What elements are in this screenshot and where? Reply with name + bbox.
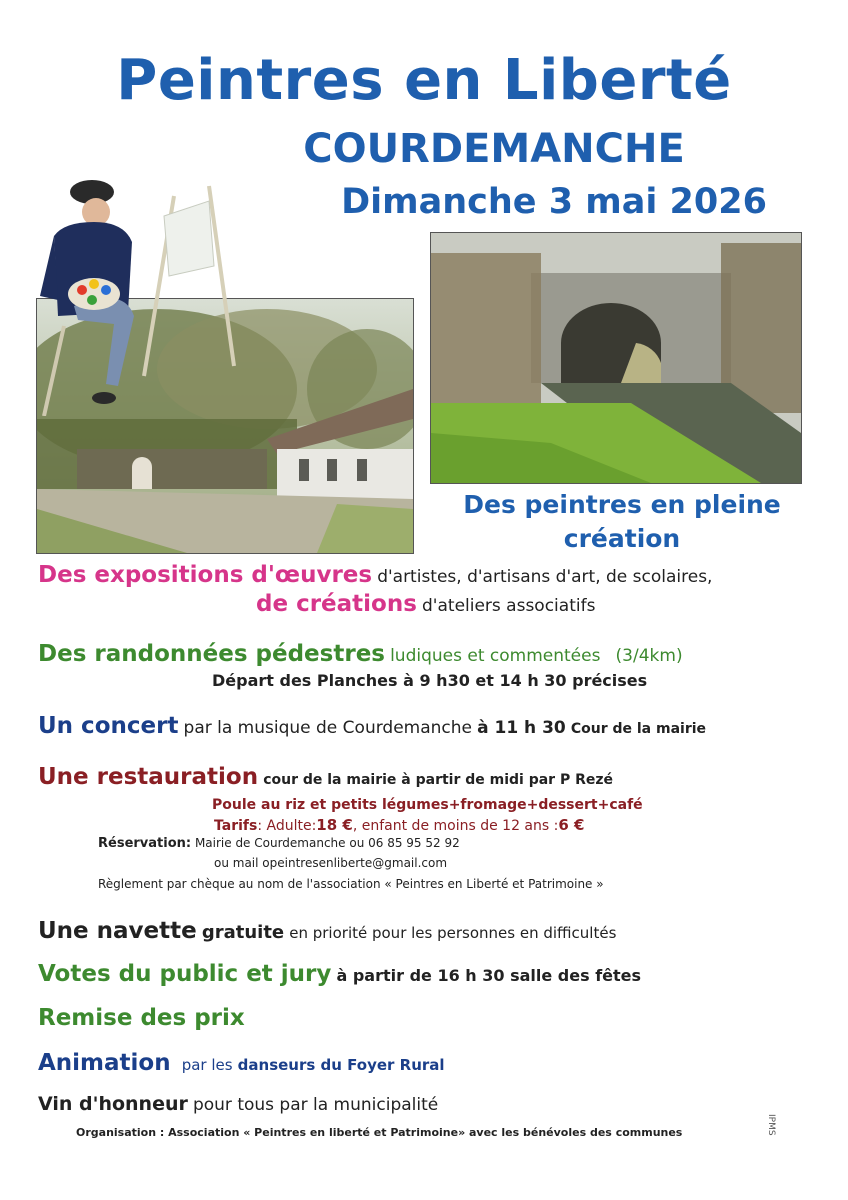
photo-caption <box>432 488 812 556</box>
restauration-lead: Une restauration <box>38 764 259 790</box>
reservation-label: Réservation: <box>98 836 192 851</box>
event-date: Dimanche 3 mai 2026 <box>341 182 767 222</box>
navette-rest: en priorité pour les personnes en difficultés <box>289 924 617 942</box>
painter-illustration <box>34 176 244 416</box>
creations-rest: d'ateliers associatifs <box>422 596 596 616</box>
votes-rest: à partir de 16 h 30 salle des fêtes <box>336 966 642 985</box>
randonnees-distance: (3/4km) <box>615 646 683 666</box>
remise-des-prix: Remise des prix <box>38 1005 245 1031</box>
vin-rest: pour tous par la municipalité <box>192 1095 439 1115</box>
restauration-line <box>38 764 613 790</box>
reservation-email: ou mail opeintresenliberte@gmail.com <box>214 856 448 870</box>
tarifs-child-price: 6 € <box>558 816 585 834</box>
page-title: Peintres en Liberté <box>116 48 732 113</box>
votes-lead: Votes du public et jury <box>38 961 332 987</box>
animation-rest-1: par les <box>181 1056 233 1074</box>
animation-rest-2: danseurs du Foyer Rural <box>237 1056 445 1074</box>
vin-line <box>38 1093 438 1115</box>
reservation-contact: Mairie de Courdemanche ou 06 85 95 52 92 <box>194 836 460 850</box>
animation-lead: Animation <box>38 1050 171 1076</box>
organisation-note: Organisation : Association « Peintres en liberté et Patrimoine» avec les bénévoles des communes <box>76 1126 683 1139</box>
expositions-line-2 <box>256 591 595 617</box>
caption-line-1: Des peintres en pleine <box>463 490 781 519</box>
tarifs-child: , enfant de moins de 12 ans : <box>352 818 559 834</box>
caption-line-2: création <box>563 524 681 553</box>
concert-rest: par la musique de Courdemanche <box>183 718 472 738</box>
creations-lead: de créations <box>256 591 417 617</box>
town-name: COURDEMANCHE <box>303 126 685 172</box>
expositions-rest: d'artistes, d'artisans d'art, de scolaires, <box>377 567 713 587</box>
reservation-line-1 <box>98 836 460 851</box>
concert-time: à 11 h 30 <box>477 718 566 738</box>
photo-bridge <box>430 232 802 484</box>
tarifs-label: Tarifs <box>214 818 258 834</box>
animation-line <box>38 1050 445 1076</box>
votes-line <box>38 961 641 987</box>
concert-lead: Un concert <box>38 713 179 739</box>
vin-lead: Vin d'honneur <box>38 1093 188 1115</box>
randonnees-rest: ludiques et commentées <box>390 646 601 666</box>
navette-gratuite: gratuite <box>201 922 285 943</box>
randonnees-depart: Départ des Planches à 9 h30 et 14 h 30 précises <box>212 671 648 690</box>
expositions-lead: Des expositions d'œuvres <box>38 562 373 588</box>
navette-line <box>38 918 616 944</box>
tarifs-adult-price: 18 € <box>316 816 353 834</box>
restauration-tarifs <box>214 816 584 834</box>
concert-line <box>38 713 706 739</box>
restauration-menu: Poule au riz et petits légumes+fromage+dessert+café <box>212 797 643 813</box>
restauration-rest: cour de la mairie à partir de midi par P Rezé <box>263 772 614 788</box>
randonnees-line <box>38 641 683 667</box>
randonnees-lead: Des randonnées pédestres <box>38 641 385 667</box>
navette-lead: Une navette <box>38 918 197 944</box>
tarifs-adult: : Adulte: <box>257 818 317 834</box>
reglement-text: Règlement par chèque au nom de l'association « Peintres en Liberté et Patrimoine » <box>98 877 604 891</box>
expositions-line-1 <box>38 562 712 588</box>
printer-mark: IPMS <box>766 1114 776 1136</box>
concert-place: Cour de la mairie <box>570 721 707 737</box>
